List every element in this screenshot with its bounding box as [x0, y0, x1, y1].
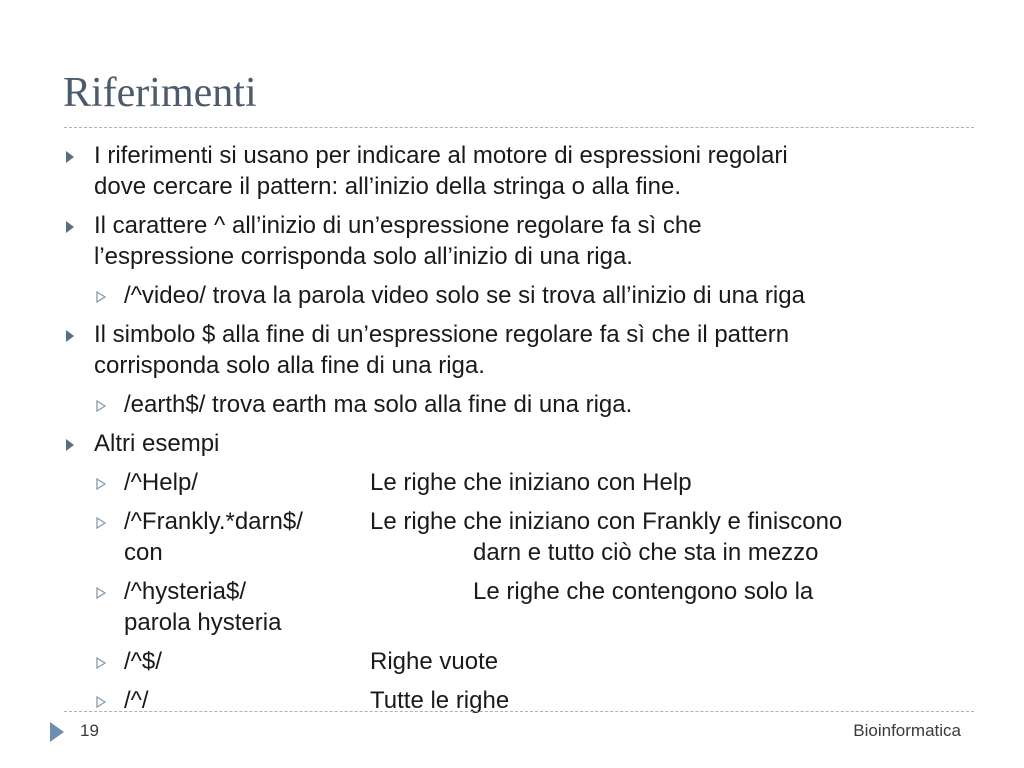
example-description: Le righe che iniziano con Help: [370, 469, 692, 496]
example-continued-a: con: [124, 539, 163, 566]
sub-bullet-arrow-icon: [96, 517, 106, 529]
footer-arrow-icon: [50, 722, 64, 742]
bullet-item: [0, 319, 1024, 381]
example-item: [0, 467, 1024, 498]
example-item: [0, 646, 1024, 677]
bullet-item: [0, 428, 1024, 459]
example-description: Le righe che iniziano con Frankly e finiscono: [370, 508, 843, 535]
example-pattern: /^hysteria$/: [124, 578, 246, 605]
example-continued-b: darn e tutto ciò che sta in mezzo: [473, 539, 819, 566]
sub-bullet-arrow-icon: [96, 657, 106, 669]
slide-body: [0, 140, 1024, 724]
bullet-arrow-icon: [66, 221, 74, 233]
bullet-text-continued: dove cercare il pattern: all’inizio della stringa o alla fine.: [94, 173, 681, 200]
example-item: [0, 506, 1024, 568]
sub-bullet-arrow-icon: [96, 696, 106, 708]
sub-bullet-arrow-icon: [96, 478, 106, 490]
example-pattern: /^Frankly.*darn$/: [124, 508, 303, 535]
page-number: 19: [80, 721, 99, 740]
sub-bullet-text: /^video/ trova la parola video solo se si trova all’inizio di una riga: [124, 282, 805, 309]
sub-bullet-arrow-icon: [96, 291, 106, 303]
sub-bullet-item: [0, 280, 1024, 311]
example-pattern: /^$/: [124, 648, 162, 675]
bullet-text-continued: corrisponda solo alla fine di una riga.: [94, 352, 485, 379]
sub-bullet-text: /earth$/ trova earth ma solo alla fine di una riga.: [124, 391, 633, 418]
example-description: Tutte le righe: [370, 687, 510, 714]
example-description: Righe vuote: [370, 648, 499, 675]
title-divider: [64, 127, 974, 128]
footer-course-name: Bioinformatica: [853, 721, 961, 740]
example-description: Le righe che contengono solo la: [473, 578, 814, 605]
sub-bullet-arrow-icon: [96, 587, 106, 599]
bullet-text: I riferimenti si usano per indicare al motore di espressioni regolari: [94, 142, 788, 169]
example-pattern: /^/: [124, 687, 149, 714]
example-pattern: /^Help/: [124, 469, 198, 496]
bullet-text-continued: l’espressione corrisponda solo all’inizio di una riga.: [94, 243, 633, 270]
bullet-text: Altri esempi: [94, 430, 220, 457]
bullet-text: Il simbolo $ alla fine di un’espressione regolare fa sì che il pattern: [94, 321, 790, 348]
bullet-text: Il carattere ^ all’inizio di un’espressione regolare fa sì che: [94, 212, 702, 239]
bullet-arrow-icon: [66, 151, 74, 163]
example-item: [0, 576, 1024, 638]
slide-title: Riferimenti: [63, 70, 257, 116]
sub-bullet-item: [0, 389, 1024, 420]
footer-divider: [64, 711, 974, 712]
bullet-arrow-icon: [66, 330, 74, 342]
bullet-item: [0, 210, 1024, 272]
bullet-item: [0, 140, 1024, 202]
example-continued-a: parola hysteria: [124, 609, 282, 636]
sub-bullet-arrow-icon: [96, 400, 106, 412]
bullet-arrow-icon: [66, 439, 74, 451]
